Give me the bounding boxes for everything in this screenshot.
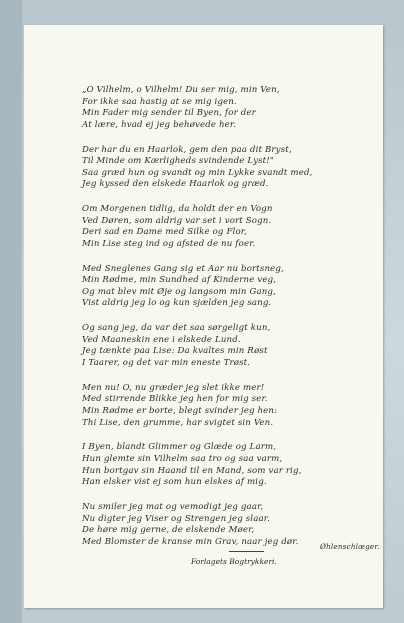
poem-line: Thi Lise, den grumme, har svigtet sin Ven. bbox=[82, 417, 274, 428]
poem-line: Min Rødme, min Sundhed af Kinderne veg, bbox=[82, 275, 277, 286]
stanza bbox=[82, 442, 382, 488]
poem-line: Min Rødme er borte, blegt svinder jeg hen: bbox=[82, 406, 278, 416]
poem-line: Nu smiler jeg mat og vemodigt jeg gaar, bbox=[82, 501, 264, 512]
poem-line: Men nu! O, nu græder jeg slet ikke mer! bbox=[82, 382, 265, 393]
poem-line: Hun bortgav sin Haand til en Mand, som var rig, bbox=[82, 465, 302, 476]
poem-line: Nu digter jeg Viser og Strengen jeg slaar. bbox=[82, 513, 270, 524]
stanza bbox=[82, 323, 382, 369]
poem-text bbox=[82, 85, 382, 562]
poem-author: Øhlenschlæger. bbox=[320, 542, 380, 551]
separator-rule bbox=[229, 551, 264, 552]
scan-left-edge bbox=[0, 0, 22, 623]
poem-line: „O Vilhelm, o Vilhelm! Du ser mig, min Ven, bbox=[82, 85, 280, 95]
stanza bbox=[82, 383, 382, 429]
poem-line: For ikke saa hastig at se mig igen. bbox=[82, 96, 237, 107]
poem-line: Han elsker vist ej som hun elskes af mig. bbox=[82, 477, 267, 488]
poem-line: Ved Døren, som aldrig var set i vort Sogn. bbox=[82, 215, 272, 226]
poem-line: Ved Maaneskin ene i elskede Lund. bbox=[82, 334, 241, 345]
poem-line: Jeg kyssed den elskede Haarlok og græd. bbox=[82, 179, 269, 190]
poem-line: Hun glemte sin Vilhelm saa tro og saa varm, bbox=[82, 453, 283, 464]
poem-line: Min Lise steg ind og afsted de nu foer. bbox=[82, 238, 256, 249]
stanza bbox=[82, 145, 382, 191]
poem-line: Vist aldrig jeg lo og kun sjælden jeg sang. bbox=[82, 298, 272, 309]
poem-line: Med Blomster de kranse min Grav, naar jeg dør. bbox=[82, 536, 299, 547]
poem-line: Med Sneglenes Gang sig et Aar nu bortsneg, bbox=[82, 263, 284, 274]
printer-credit: Forlagets Bogtrykkeri. bbox=[191, 557, 277, 566]
poem-line: Jeg tænkte paa Lise: Da kvaltes min Røst bbox=[82, 346, 268, 357]
document-page bbox=[24, 25, 383, 608]
poem-line: Og sang jeg, da var det saa sørgeligt kun, bbox=[82, 323, 271, 334]
poem-line: At lære, hvad ej jeg behøvede her. bbox=[82, 119, 237, 130]
poem-line: Om Morgenen tidlig, da holdt der en Vogn bbox=[82, 204, 273, 215]
poem-line: I Byen, blandt Glimmer og Glæde og Larm, bbox=[82, 442, 277, 453]
stanza bbox=[82, 264, 382, 310]
poem-line: De høre mig gerne, de elskende Møer, bbox=[82, 525, 255, 536]
poem-line: Og mat blev mit Øje og langsom min Gang, bbox=[82, 286, 276, 297]
poem-line: Der har du en Haarlok, gem den paa dit Bryst, bbox=[82, 144, 292, 155]
stanza bbox=[82, 85, 382, 131]
poem-line: Til Minde om Kærligheds svindende Lyst!" bbox=[82, 156, 274, 167]
poem-line: Med stirrende Blikke jeg hen for mig ser. bbox=[82, 394, 268, 405]
poem-line: Saa græd hun og svandt og min Lykke svandt med, bbox=[82, 167, 313, 178]
stanza bbox=[82, 204, 382, 250]
poem-line: Deri sad en Dame med Silke og Flor, bbox=[82, 227, 247, 238]
poem-line: Min Fader mig sender til Byen, for der bbox=[82, 108, 256, 119]
poem-line: I Taarer, og det var min eneste Trøst. bbox=[82, 358, 251, 369]
